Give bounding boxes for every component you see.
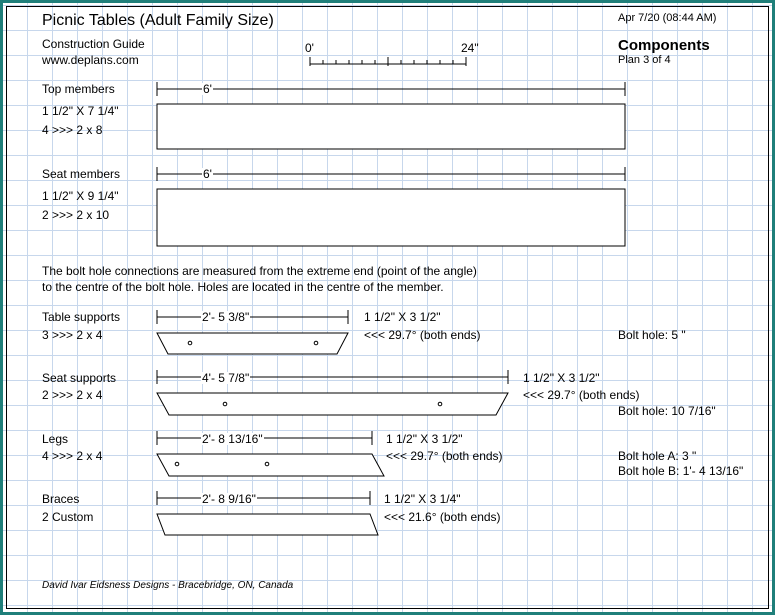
legs-length: 2'- 8 13/16" <box>202 432 263 446</box>
table-supports-length: 2'- 5 3/8" <box>202 310 250 324</box>
note-line-2: to the centre of the bolt hole. Holes are located in the centre of the member. <box>42 280 444 294</box>
table-supports-bolt: Bolt hole: 5 " <box>618 328 686 342</box>
section-title: Components <box>618 37 710 54</box>
scale-end-label: 24" <box>461 41 479 55</box>
seat-members-name: Seat members <box>42 167 121 181</box>
legs-dimension-line <box>157 431 372 445</box>
top-members-name: Top members <box>42 82 115 96</box>
legs-bolt-b: Bolt hole B: 1'- 4 13/16" <box>618 464 744 478</box>
top-members-size: 1 1/2" X 7 1/4" <box>42 104 119 118</box>
note-line-1: The bolt hole connections are measured from the extreme end (point of the angle) <box>42 264 477 278</box>
table-supports-size: 1 1/2" X 3 1/2" <box>364 310 441 324</box>
seat-members-length: 6' <box>203 167 212 181</box>
seat-supports-angle: <<< 29.7° (both ends) <box>523 388 640 402</box>
braces-board <box>157 514 378 535</box>
date-stamp: Apr 7/20 (08:44 AM) <box>618 12 717 24</box>
top-members-qty: 4 >>> 2 x 8 <box>42 123 103 137</box>
legs-size: 1 1/2" X 3 1/2" <box>386 432 463 446</box>
braces-length: 2'- 8 9/16" <box>202 492 256 506</box>
legs-board <box>157 454 384 476</box>
table-supports-name: Table supports <box>42 310 121 324</box>
legs-angle: <<< 29.7° (both ends) <box>386 449 503 463</box>
table-supports-angle: <<< 29.7° (both ends) <box>364 328 481 342</box>
scale-start-label: 0' <box>305 41 314 55</box>
seat-supports-board <box>157 393 508 415</box>
top-members-length: 6' <box>203 82 212 96</box>
seat-members-qty: 2 >>> 2 x 10 <box>42 208 110 222</box>
legs-bolt-a: Bolt hole A: 3 " <box>618 449 697 463</box>
braces-angle: <<< 21.6° (both ends) <box>384 510 501 524</box>
braces-qty: 2 Custom <box>42 510 94 524</box>
seat-supports-length: 4'- 5 7/8" <box>202 371 250 385</box>
seat-supports-size: 1 1/2" X 3 1/2" <box>523 371 600 385</box>
table-supports-qty: 3 >>> 2 x 4 <box>42 328 103 342</box>
seat-supports-name: Seat supports <box>42 371 117 385</box>
seat-members-board <box>157 189 625 246</box>
seat-members-dimension-line <box>157 167 625 181</box>
legs-qty: 4 >>> 2 x 4 <box>42 449 103 463</box>
page-title: Picnic Tables (Adult Family Size) <box>42 12 274 29</box>
top-members-dimension-line <box>157 82 625 96</box>
website-label: www.deplans.com <box>42 53 139 67</box>
guide-label: Construction Guide <box>42 37 145 51</box>
seat-supports-qty: 2 >>> 2 x 4 <box>42 388 103 402</box>
top-members-board <box>157 104 625 149</box>
scale-bar <box>310 57 466 66</box>
footer-credit: David Ivar Eidsness Designs - Bracebridge, ON, Canada <box>42 580 294 591</box>
table-supports-board <box>157 333 348 354</box>
braces-size: 1 1/2" X 3 1/4" <box>384 492 461 506</box>
braces-name: Braces <box>42 492 80 506</box>
legs-name: Legs <box>42 432 69 446</box>
seat-supports-bolt: Bolt hole: 10 7/16" <box>618 404 716 418</box>
seat-members-size: 1 1/2" X 9 1/4" <box>42 189 119 203</box>
braces-dimension-line <box>157 491 370 505</box>
table-supports-dimension-line <box>157 310 348 324</box>
plan-number: Plan 3 of 4 <box>618 54 671 66</box>
